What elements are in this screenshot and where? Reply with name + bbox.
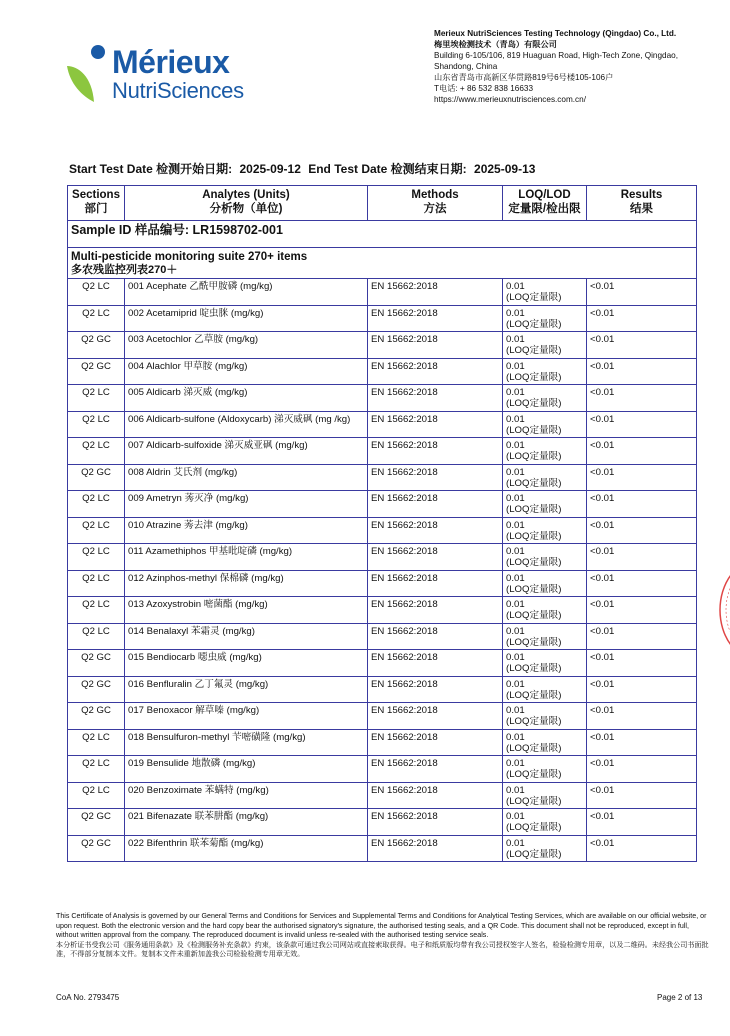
cell-section: Q2 LC (68, 544, 125, 571)
cell-section: Q2 GC (68, 809, 125, 836)
leaf-logo-icon (64, 42, 114, 106)
cell-result: <0.01 (587, 835, 697, 862)
cell-section: Q2 GC (68, 358, 125, 385)
loq-value: 0.01 (506, 837, 525, 849)
loq-note: (LOQ定量限) (506, 477, 562, 489)
loq-note: (LOQ定量限) (506, 504, 562, 515)
loq-note: (LOQ定量限) (506, 292, 562, 303)
cell-method: EN 15662:2018 (368, 491, 503, 518)
cell-analyte: 015 Bendiocarb 噁虫威 (mg/kg) (125, 650, 368, 677)
company-address-cn: 山东省青岛市高新区华贯路819号6号楼105-106户 (434, 73, 614, 82)
company-info (434, 28, 724, 105)
cell-method: EN 15662:2018 (368, 385, 503, 412)
start-date-value: 2025-09-12 (239, 162, 301, 176)
cell-method: EN 15662:2018 (368, 835, 503, 862)
suite-row (68, 248, 697, 279)
company-address-en-2: Shandong, China (434, 62, 498, 71)
cell-analyte: 004 Alachlor 甲草胺 (mg/kg) (125, 358, 368, 385)
cell-loq (503, 756, 587, 783)
header-analytes: Analytes (Units) 分析物（单位) (125, 186, 368, 221)
cell-result: <0.01 (587, 570, 697, 597)
table-row (68, 385, 697, 412)
loq-note: (LOQ定量限) (506, 742, 562, 754)
cell-section: Q2 GC (68, 676, 125, 703)
loq-note: (LOQ定量限) (506, 795, 562, 807)
table-row (68, 729, 697, 756)
cell-loq (503, 464, 587, 491)
loq-value: 0.01 (506, 281, 525, 292)
cell-method: EN 15662:2018 (368, 676, 503, 703)
cell-loq (503, 809, 587, 836)
logo-text-merieux: Mérieux (112, 44, 230, 80)
table-row (68, 756, 697, 783)
cell-result: <0.01 (587, 491, 697, 518)
loq-note: (LOQ定量限) (506, 318, 562, 330)
footer-terms-en: This Certificate of Analysis is governed by our General Terms and Conditions for Services and Supplemental Terms and Conditions for Analytical Testing Services, which are available on our official website, or upon request. Both the electronic version and the hard copy bear the authorised signatory's signature, the authorised testing seals, and a QR Code. This document shall not be reproduced, except in full, without written approval from the company. The reproduced document is invalid unless re-sealed with the authorised testing service seals. (56, 912, 707, 939)
cell-section: Q2 LC (68, 517, 125, 544)
test-dates (69, 160, 539, 177)
loq-note: (LOQ定量限) (506, 557, 562, 568)
table-row (68, 464, 697, 491)
loq-value: 0.01 (506, 784, 525, 796)
cell-result: <0.01 (587, 676, 697, 703)
cell-result: <0.01 (587, 358, 697, 385)
loq-note: (LOQ定量限) (506, 610, 562, 621)
table-header-row (68, 186, 697, 221)
cell-analyte: 003 Acetochlor 乙草胺 (mg/kg) (125, 332, 368, 359)
cell-analyte: 017 Benoxacor 解草嗪 (mg/kg) (125, 703, 368, 730)
cell-method: EN 15662:2018 (368, 756, 503, 783)
cell-section: Q2 LC (68, 279, 125, 306)
cell-method: EN 15662:2018 (368, 332, 503, 359)
cell-loq (503, 676, 587, 703)
loq-note: (LOQ定量限) (506, 583, 562, 595)
loq-value: 0.01 (506, 334, 525, 345)
loq-value: 0.01 (506, 705, 525, 716)
cell-loq (503, 835, 587, 862)
cell-section: Q2 GC (68, 332, 125, 359)
cell-loq (503, 570, 587, 597)
cell-analyte: 001 Acephate 乙酰甲胺磷 (mg/kg) (125, 279, 368, 306)
cell-loq (503, 305, 587, 332)
cell-section: Q2 LC (68, 411, 125, 438)
coa-number: CoA No. 2793475 (56, 993, 120, 1002)
loq-value: 0.01 (506, 387, 525, 398)
cell-section: Q2 LC (68, 756, 125, 783)
cell-result: <0.01 (587, 279, 697, 306)
cell-method: EN 15662:2018 (368, 729, 503, 756)
cell-analyte: 011 Azamethiphos 甲基吡啶磷 (mg/kg) (125, 544, 368, 571)
cell-loq (503, 517, 587, 544)
cell-analyte: 012 Azinphos-methyl 保棉磷 (mg/kg) (125, 570, 368, 597)
cell-loq (503, 729, 587, 756)
table-row (68, 279, 697, 306)
table-row (68, 411, 697, 438)
loq-value: 0.01 (506, 652, 525, 663)
cell-result: <0.01 (587, 438, 697, 465)
cell-section: Q2 LC (68, 597, 125, 624)
loq-note: (LOQ定量限) (506, 530, 562, 542)
cell-analyte: 010 Atrazine 莠去津 (mg/kg) (125, 517, 368, 544)
cell-method: EN 15662:2018 (368, 464, 503, 491)
cell-method: EN 15662:2018 (368, 782, 503, 809)
cell-method: EN 15662:2018 (368, 544, 503, 571)
loq-value: 0.01 (506, 440, 525, 451)
cell-result: <0.01 (587, 597, 697, 624)
cell-section: Q2 LC (68, 570, 125, 597)
cell-section: Q2 GC (68, 703, 125, 730)
loq-note: (LOQ定量限) (506, 345, 562, 356)
table-row (68, 650, 697, 677)
cell-result: <0.01 (587, 809, 697, 836)
cell-loq (503, 597, 587, 624)
footer-terms (56, 912, 711, 960)
loq-note: (LOQ定量限) (506, 689, 562, 701)
loq-value: 0.01 (506, 546, 525, 557)
cell-result: <0.01 (587, 623, 697, 650)
cell-analyte: 021 Bifenazate 联苯肼酯 (mg/kg) (125, 809, 368, 836)
cell-analyte: 009 Ametryn 莠灭净 (mg/kg) (125, 491, 368, 518)
cell-loq (503, 332, 587, 359)
cell-loq (503, 358, 587, 385)
cell-result: <0.01 (587, 544, 697, 571)
cell-analyte: 005 Aldicarb 涕灭威 (mg/kg) (125, 385, 368, 412)
loq-note: (LOQ定量限) (506, 636, 562, 648)
table-row (68, 544, 697, 571)
cell-analyte: 022 Bifenthrin 联苯菊酯 (mg/kg) (125, 835, 368, 862)
loq-value: 0.01 (506, 572, 525, 584)
loq-value: 0.01 (506, 360, 525, 372)
cell-loq (503, 438, 587, 465)
cell-result: <0.01 (587, 650, 697, 677)
header-results: Results 结果 (587, 186, 697, 221)
page-number: Page 2 of 13 (657, 993, 703, 1002)
cell-analyte: 016 Benfluralin 乙丁氟灵 (mg/kg) (125, 676, 368, 703)
table-row (68, 676, 697, 703)
sample-id-row (68, 221, 697, 248)
company-logo (64, 42, 254, 106)
cell-method: EN 15662:2018 (368, 570, 503, 597)
cell-method: EN 15662:2018 (368, 597, 503, 624)
loq-note: (LOQ定量限) (506, 663, 562, 674)
suite-title-cn: 多农残监控列表270＋ (71, 264, 178, 276)
loq-note: (LOQ定量限) (506, 398, 562, 409)
cell-method: EN 15662:2018 (368, 703, 503, 730)
cell-loq (503, 385, 587, 412)
cell-result: <0.01 (587, 729, 697, 756)
table-row (68, 517, 697, 544)
company-address-en-1: Building 6-105/106, 819 Huaguan Road, High-Tech Zone, Qingdao, (434, 51, 678, 60)
loq-note: (LOQ定量限) (506, 848, 562, 860)
table-row (68, 782, 697, 809)
logo-text-nutrisciences: NutriSciences (112, 78, 244, 103)
end-date-label: End Test Date 检测结束日期: (308, 162, 467, 176)
table-row (68, 332, 697, 359)
loq-note: (LOQ定量限) (506, 424, 562, 436)
cell-section: Q2 LC (68, 623, 125, 650)
loq-value: 0.01 (506, 493, 525, 504)
suite-title-en: Multi-pesticide monitoring suite 270+ items (71, 251, 308, 263)
cell-result: <0.01 (587, 464, 697, 491)
loq-value: 0.01 (506, 599, 525, 610)
loq-note: (LOQ定量限) (506, 769, 562, 780)
loq-value: 0.01 (506, 758, 525, 769)
cell-section: Q2 GC (68, 835, 125, 862)
table-row (68, 305, 697, 332)
cell-result: <0.01 (587, 782, 697, 809)
cell-method: EN 15662:2018 (368, 517, 503, 544)
header-methods: Methods 方法 (368, 186, 503, 221)
loq-value: 0.01 (506, 519, 525, 531)
cell-loq (503, 623, 587, 650)
cell-analyte: 008 Aldrin 艾氏剂 (mg/kg) (125, 464, 368, 491)
end-date-value: 2025-09-13 (474, 162, 536, 176)
cell-method: EN 15662:2018 (368, 809, 503, 836)
loq-value: 0.01 (506, 307, 525, 319)
cell-result: <0.01 (587, 385, 697, 412)
cell-result: <0.01 (587, 517, 697, 544)
company-phone: T电话: + 86 532 838 16633 (434, 84, 534, 93)
loq-value: 0.01 (506, 413, 525, 425)
cell-section: Q2 GC (68, 464, 125, 491)
loq-value: 0.01 (506, 731, 525, 743)
sample-id: Sample ID 样品编号: LR1598702-001 (68, 221, 697, 248)
cell-section: Q2 LC (68, 491, 125, 518)
cell-loq (503, 279, 587, 306)
cell-result: <0.01 (587, 411, 697, 438)
cell-section: Q2 LC (68, 729, 125, 756)
cell-result: <0.01 (587, 756, 697, 783)
loq-note: (LOQ定量限) (506, 371, 562, 383)
company-name-en: Merieux NutriSciences Testing Technology (Qingdao) Co., Ltd. (434, 29, 677, 38)
cell-method: EN 15662:2018 (368, 279, 503, 306)
header-sections: Sections 部门 (68, 186, 125, 221)
cell-method: EN 15662:2018 (368, 305, 503, 332)
table-row (68, 570, 697, 597)
table-row (68, 438, 697, 465)
table-row (68, 835, 697, 862)
table-row (68, 597, 697, 624)
results-table (67, 185, 697, 862)
cell-section: Q2 LC (68, 438, 125, 465)
loq-note: (LOQ定量限) (506, 716, 562, 727)
cell-section: Q2 LC (68, 305, 125, 332)
cell-loq (503, 491, 587, 518)
table-row (68, 358, 697, 385)
table-row (68, 703, 697, 730)
footer-terms-cn: 本分析证书受我公司《服务通用条款》及《检测服务补充条款》约束，该条款可通过我公司网站或直接索取获得。电子和纸质版均带有我公司授权签字人签名，检验检测专用章，以及二维码。未经我公司书面批准，不得部分复制本文件。复制本文件未重新加盖我公司检验检测专用章无效。 (56, 940, 709, 958)
suite-title (68, 248, 697, 279)
cell-result: <0.01 (587, 305, 697, 332)
company-name-cn: 梅里埃检测技术（青岛）有限公司 (434, 40, 557, 49)
cell-result: <0.01 (587, 332, 697, 359)
cell-loq (503, 782, 587, 809)
loq-note: (LOQ定量限) (506, 822, 562, 833)
cell-method: EN 15662:2018 (368, 650, 503, 677)
cell-section: Q2 GC (68, 650, 125, 677)
cell-analyte: 019 Bensulide 地散磷 (mg/kg) (125, 756, 368, 783)
cell-analyte: 002 Acetamiprid 啶虫脒 (mg/kg) (125, 305, 368, 332)
cell-section: Q2 LC (68, 782, 125, 809)
cell-section: Q2 LC (68, 385, 125, 412)
cell-method: EN 15662:2018 (368, 438, 503, 465)
company-website[interactable]: https://www.merieuxnutrisciences.com.cn/ (434, 95, 586, 104)
cell-method: EN 15662:2018 (368, 623, 503, 650)
header-loq: LOQ/LOD 定量限/检出限 (503, 186, 587, 221)
loq-value: 0.01 (506, 466, 525, 478)
start-date-label: Start Test Date 检测开始日期: (69, 162, 233, 176)
loq-value: 0.01 (506, 678, 525, 690)
cell-method: EN 15662:2018 (368, 358, 503, 385)
table-row (68, 623, 697, 650)
cell-loq (503, 411, 587, 438)
cell-result: <0.01 (587, 703, 697, 730)
seal-stamp-icon (716, 555, 730, 665)
cell-analyte: 006 Aldicarb-sulfone (Aldoxycarb) 涕灭威砜 (mg /kg) (125, 411, 368, 438)
cell-analyte: 018 Bensulfuron-methyl 苄嘧磺隆 (mg/kg) (125, 729, 368, 756)
cell-analyte: 013 Azoxystrobin 嘧菌酯 (mg/kg) (125, 597, 368, 624)
loq-note: (LOQ定量限) (506, 451, 562, 462)
table-row (68, 491, 697, 518)
cell-loq (503, 703, 587, 730)
cell-method: EN 15662:2018 (368, 411, 503, 438)
cell-analyte: 020 Benzoximate 苯螨特 (mg/kg) (125, 782, 368, 809)
loq-value: 0.01 (506, 811, 525, 822)
cell-loq (503, 650, 587, 677)
table-row (68, 809, 697, 836)
cell-analyte: 007 Aldicarb-sulfoxide 涕灭威亚砜 (mg/kg) (125, 438, 368, 465)
cell-analyte: 014 Benalaxyl 苯霜灵 (mg/kg) (125, 623, 368, 650)
cell-loq (503, 544, 587, 571)
loq-value: 0.01 (506, 625, 525, 637)
